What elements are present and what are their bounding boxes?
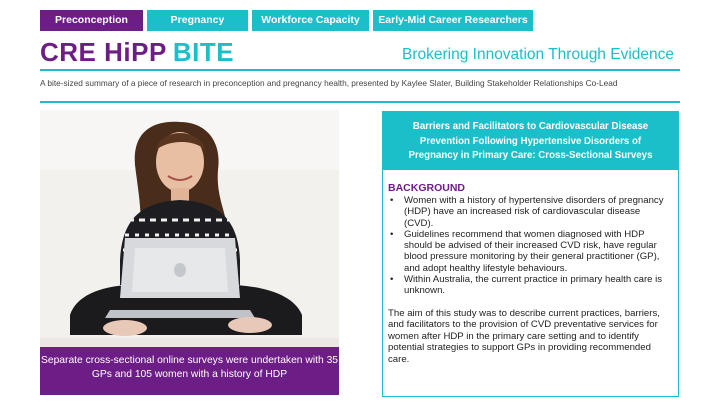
- list-item: [388, 274, 672, 297]
- section-divider: [40, 101, 680, 103]
- bullet-icon: •: [390, 274, 394, 286]
- brand-accent-text: BITE: [172, 37, 235, 67]
- background-panel: [382, 169, 679, 397]
- list-item: [388, 229, 672, 274]
- background-heading: BACKGROUND: [388, 182, 465, 194]
- background-bullet-list: [388, 195, 672, 297]
- brand-main-text: CRE HiPP: [40, 37, 167, 67]
- bullet-text: Women with a history of hypertensive disorders of pregnancy (HDP) have an increased risk of cardiovascular disease (CVD).: [404, 195, 664, 229]
- bullet-text: Guidelines recommend that women diagnosed with HDP should be advised of their increased CVD risk, have regular blood pressure monitoring by their general practitioner (GP), and adopt healthy lifestyle behaviours.: [404, 228, 660, 274]
- tab-early-mid-career-researchers[interactable]: Early-Mid Career Researchers: [373, 10, 533, 31]
- bullet-icon: •: [390, 228, 394, 240]
- aim-paragraph: The aim of this study was to describe current practices, barriers, and facilitators to the provision of CVD preventative services for women after HDP in the primary care setting and to identify potential strategies to support GPs in providing recommended care.: [388, 307, 660, 366]
- tab-preconception[interactable]: Preconception: [40, 10, 143, 31]
- bullet-text: Within Australia, the current practice in primary health care is unknown.: [404, 274, 663, 297]
- summary-text: A bite-sized summary of a piece of research in preconception and pregnancy health, presented by Kaylee Slater, Building Stakeholder Relationships Co-Lead: [40, 78, 618, 88]
- header-divider: [40, 69, 680, 71]
- bullet-icon: •: [390, 195, 394, 206]
- tab-workforce-capacity[interactable]: Workforce Capacity: [252, 10, 369, 31]
- brand-logo: [40, 37, 234, 68]
- study-title: Barriers and Facilitators to Cardiovascular Disease Prevention Following Hypertensive Disorders of Pregnancy in Primary Care: Cross-Sectional Surveys: [382, 111, 679, 169]
- list-item: [388, 195, 672, 229]
- tagline: Brokering Innovation Through Evidence: [402, 46, 674, 63]
- tab-pregnancy[interactable]: Pregnancy: [147, 10, 248, 31]
- woman-with-laptop-photo: [40, 110, 339, 347]
- photo-caption: Separate cross-sectional online surveys were undertaken with 35 GPs and 105 women with a history of HDP: [40, 347, 339, 395]
- topic-tabs: [40, 10, 533, 31]
